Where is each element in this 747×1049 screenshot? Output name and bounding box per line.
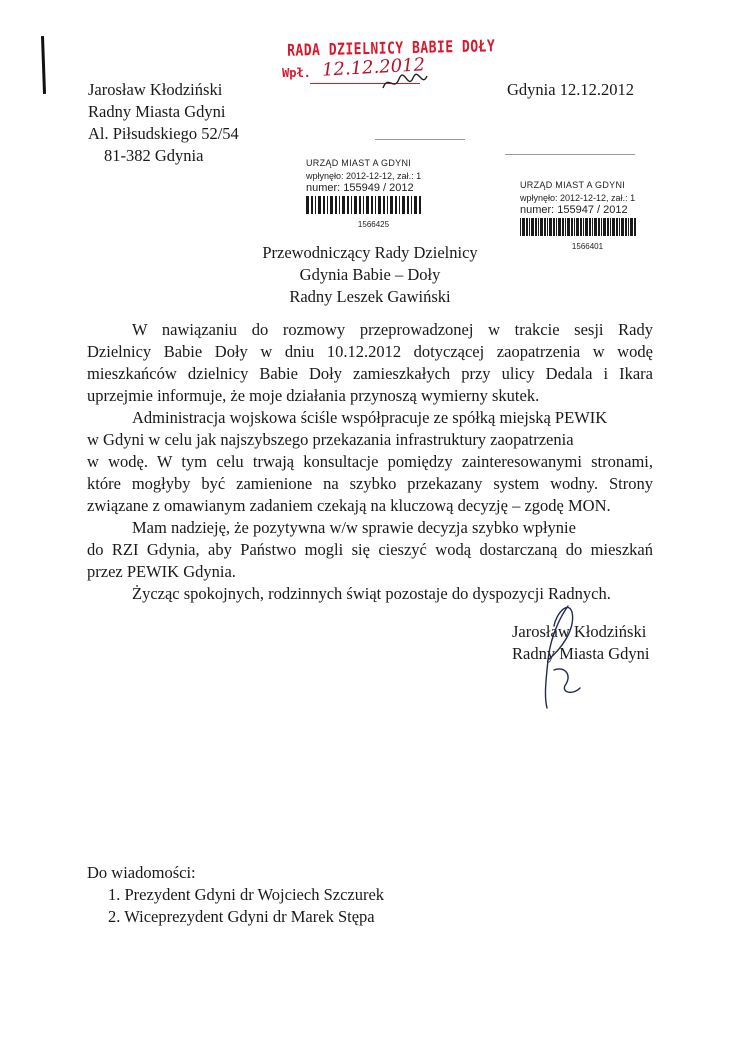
barcode <box>520 218 638 236</box>
barcode-bar <box>529 218 530 236</box>
barcode-bar <box>335 196 337 214</box>
letter-body <box>87 319 653 605</box>
cc-heading: Do wiadomości: <box>87 863 196 882</box>
body-line: związane z omawianym zadaniem czekają na kluczową decyzję – zgodę MON. <box>87 496 611 515</box>
barcode-bar <box>565 218 566 236</box>
barcode-bar <box>522 218 525 236</box>
barcode-bar <box>315 196 316 214</box>
registry-number: numer: 155947 / 2012 <box>520 204 628 216</box>
paragraph-2 <box>87 407 653 517</box>
body-line: przez PEWIK Gdynia. <box>87 562 236 581</box>
registry-office: URZĄD MIAST A GDYNI <box>520 180 626 190</box>
signature-name: Jarosław Kłodziński <box>512 622 647 641</box>
barcode-bar <box>387 196 388 214</box>
barcode-bar <box>571 218 573 236</box>
body-line: W nawiązaniu do rozmowy przeprowadzonej w trakcie sesji Rady <box>132 320 653 339</box>
registry-received: wpłynęło: 2012-12-12, zał.: 1 <box>520 193 636 203</box>
sender-name: Jarosław Kłodziński <box>88 80 223 99</box>
paragraph-1 <box>87 319 653 407</box>
barcode-bar <box>625 218 627 236</box>
registry-code: 1566425 <box>357 220 390 229</box>
signature-title: Radny Miasta Gdyni <box>512 644 650 663</box>
barcode-bar <box>363 196 364 214</box>
barcode-bar <box>544 218 546 236</box>
barcode-bar <box>311 196 313 214</box>
body-line: w wodę. W tym celu trwają konsultacje pomiędzy zainteresowanymi stronami, <box>87 452 653 471</box>
recipient-line: Gdynia Babie – Doły <box>299 265 441 284</box>
barcode-bar <box>354 196 357 214</box>
barcode-bar <box>378 196 381 214</box>
body-line: Dzielnicy Babie Doły w dniu 10.12.2012 dotyczącej zaopatrzenia w wodę <box>87 342 653 361</box>
margin-mark <box>41 36 46 94</box>
barcode-bar <box>327 196 328 214</box>
barcode-bar <box>603 218 606 236</box>
barcode-bar <box>407 196 409 214</box>
barcode-bar <box>531 218 534 236</box>
barcode-bar <box>318 196 321 214</box>
handwritten-signature <box>520 600 590 715</box>
barcode-bar <box>585 218 588 236</box>
barcode-bar <box>607 218 609 236</box>
body-line: Mam nadzieję, że pozytywna w/w sprawie decyzja szybko wpłynie <box>132 518 576 537</box>
body-line: w Gdyni w celu jak najszybszego przekazania infrastruktury zaopatrzenia <box>87 430 574 449</box>
sender-title: Radny Miasta Gdyni <box>88 102 226 121</box>
barcode-bar <box>390 196 393 214</box>
barcode-bar <box>419 196 421 214</box>
barcode-bar <box>601 218 602 236</box>
scan-artifact <box>505 154 635 155</box>
scan-artifact <box>375 139 465 140</box>
recipient-line: Przewodniczący Rady Dzielnicy <box>262 243 478 262</box>
registry-office: URZĄD MIAST A GDYNI <box>306 158 412 168</box>
barcode-bar <box>619 218 620 236</box>
barcode-bar <box>520 218 521 236</box>
sender-street: Al. Piłsudskiego 52/54 <box>88 124 239 143</box>
body-line: do RZI Gdynia, aby Państwo mogli się cieszyć wodą dostarczaną do mieszkań <box>87 540 653 559</box>
barcode-bar <box>610 218 611 236</box>
paragraph-3 <box>87 517 653 583</box>
sender-postal: 81-382 Gdynia <box>104 146 204 165</box>
initials-scribble <box>380 70 430 96</box>
barcode-bar <box>547 218 548 236</box>
recipient-line: Radny Leszek Gawiński <box>289 287 451 306</box>
barcode-bar <box>399 196 400 214</box>
barcode-bar <box>556 218 557 236</box>
barcode <box>306 196 424 214</box>
recipient-block <box>220 242 520 308</box>
barcode-bar <box>616 218 618 236</box>
barcode-bar <box>395 196 397 214</box>
barcode-bar <box>558 218 561 236</box>
council-stamp-label: Wpł. <box>282 66 311 80</box>
council-stamp-title: RADA DZIELNICY BABIE DOŁY <box>287 37 496 61</box>
registry-stamp <box>306 158 441 229</box>
barcode-bar <box>339 196 340 214</box>
barcode-bar <box>612 218 615 236</box>
barcode-bar <box>323 196 325 214</box>
barcode-bar <box>342 196 345 214</box>
body-line: które mogłyby być zamienione na szybko przekazany system wodny. Strony <box>87 474 653 493</box>
barcode-bar <box>562 218 564 236</box>
barcode-bar <box>576 218 579 236</box>
barcode-bar <box>621 218 624 236</box>
barcode-bar <box>366 196 369 214</box>
body-line: uprzejmie informuje, że moje działania przynoszą wymierny skutek. <box>87 386 540 405</box>
barcode-bar <box>347 196 349 214</box>
council-stamp-date: 12.12.2012 <box>321 54 426 81</box>
barcode-bar <box>598 218 600 236</box>
barcode-bar <box>634 218 636 236</box>
body-line: Administracja wojskowa ściśle współpracuje ze spółką miejską PEWIK <box>132 408 608 427</box>
barcode-bar <box>580 218 582 236</box>
barcode-bar <box>592 218 593 236</box>
body-line: mieszkańców dzielnicy Babie Doły zamieszkałych przy ulicy Dedala i Ikara <box>87 364 653 383</box>
barcode-bar <box>306 196 309 214</box>
barcode-bar <box>574 218 575 236</box>
barcode-bar <box>375 196 376 214</box>
barcode-bar <box>402 196 405 214</box>
body-line: Życząc spokojnych, rodzinnych świąt pozostaje do dyspozycji Radnych. <box>132 584 611 603</box>
barcode-bar <box>594 218 597 236</box>
barcode-bar <box>538 218 539 236</box>
place-date: Gdynia 12.12.2012 <box>507 80 634 99</box>
barcode-bar <box>628 218 629 236</box>
barcode-bar <box>383 196 385 214</box>
barcode-bar <box>553 218 555 236</box>
barcode-bar <box>526 218 528 236</box>
barcode-bar <box>589 218 591 236</box>
barcode-bar <box>549 218 552 236</box>
cc-list <box>108 884 384 928</box>
registry-code: 1566401 <box>571 242 604 251</box>
registry-received: wpłynęło: 2012-12-12, zał.: 1 <box>306 171 422 181</box>
barcode-bar <box>540 218 543 236</box>
barcode-bar <box>330 196 333 214</box>
barcode-bar <box>351 196 352 214</box>
cc-item: 1. Prezydent Gdyni dr Wojciech Szczurek <box>108 885 385 904</box>
barcode-bar <box>414 196 417 214</box>
sender-block <box>88 79 239 167</box>
registry-stamp <box>520 180 655 251</box>
registry-number: numer: 155949 / 2012 <box>306 182 414 194</box>
barcode-bar <box>583 218 584 236</box>
barcode-bar <box>359 196 361 214</box>
barcode-bar <box>411 196 412 214</box>
barcode-bar <box>630 218 633 236</box>
barcode-bar <box>371 196 373 214</box>
barcode-bar <box>535 218 537 236</box>
barcode-bar <box>567 218 570 236</box>
cc-item: 2. Wiceprezydent Gdyni dr Marek Stępa <box>108 907 375 926</box>
